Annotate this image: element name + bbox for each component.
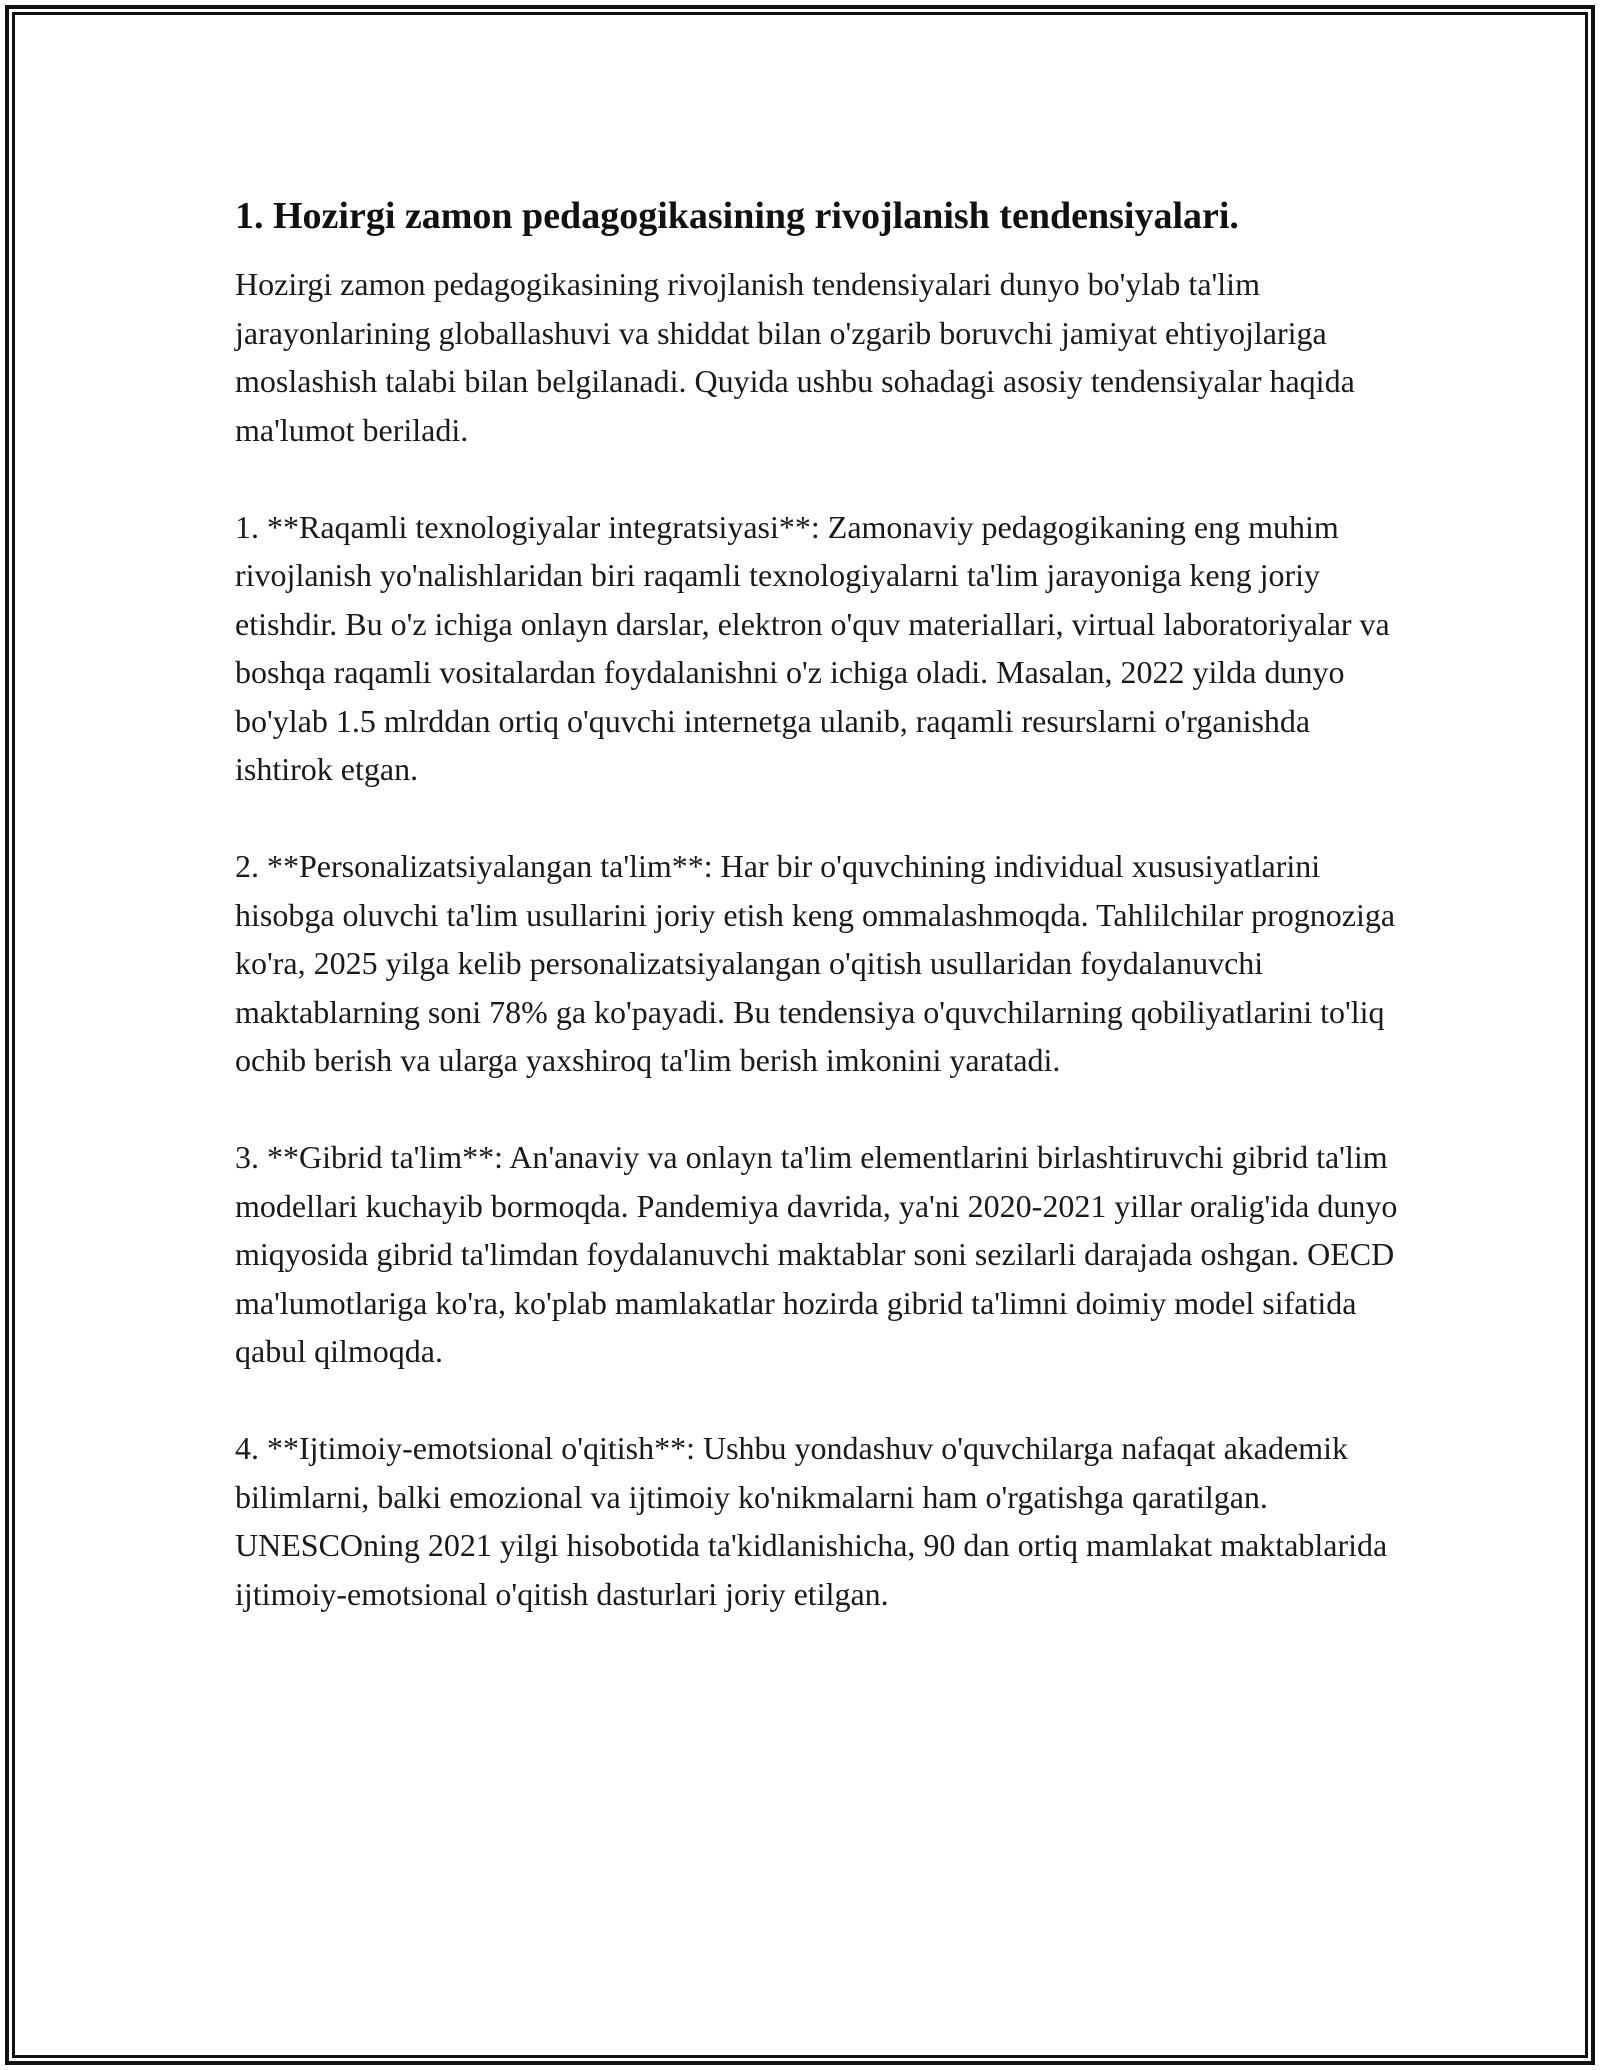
- paragraph-digital-integration: 1. **Raqamli texnologiyalar integratsiyasi**: Zamonaviy pedagogikaning eng muhim rivojlanish yo'nalishlaridan biri raqamli texnologiyalarni ta'lim jarayoniga keng joriy etishdir. Bu o'z ichiga onlayn darslar, elektron o'quv materiallari, virtual laboratoriyalar va boshqa raqamli vositalardan foydalanishni o'z ichiga oladi. Masalan, 2022 yilda dunyo bo'ylab 1.5 mlrddan ortiq o'quvchi internetga ulanib, raqamli resurslarni o'rganishda ishtirok etgan.: [235, 508, 1390, 787]
- paragraph-personalized-learning: 2. **Personalizatsiyalangan ta'lim**: Har bir o'quvchining individual xususiyatlarini hisobga oluvchi ta'lim usullarini joriy etish keng ommalashmoqda. Tahlilchilar prognoziga ko'ra, 2025 yilga kelib personalizatsiyalangan o'qitish usullaridan foydalanuvchi maktablarning soni 78% ga ko'payadi. Bu tendensiya o'quvchilarning qobiliyatlarini to'liq ochib berish va ularga yaxshiroq ta'lim berish imkonini yaratadi.: [235, 848, 1396, 1078]
- page-title: 1. Hozirgi zamon pedagogikasining rivojlanish tendensiyalari.: [235, 195, 1239, 237]
- document-body: [235, 190, 1415, 1667]
- paragraph-intro: Hozirgi zamon pedagogikasining rivojlanish tendensiyalari dunyo bo'ylab ta'lim jarayonlarining globallashuvi va shiddat bilan o'zgarib boruvchi jamiyat ehtiyojlariga moslashish talabi bilan belgilanadi. Quyida ushbu sohadagi asosiy tendensiyalar haqida ma'lumot beriladi.: [235, 266, 1355, 448]
- paragraph-social-emotional: 4. **Ijtimoiy-emotsional o'qitish**: Ushbu yondashuv o'quvchilarga nafaqat akademik bilimlarni, balki emozional va ijtimoiy ko'nikmalarni ham o'rgatishga qaratilgan. UNESCOning 2021 yilgi hisobotida ta'kidlanishicha, 90 dan ortiq mamlakat maktablarida ijtimoiy-emotsional o'qitish dasturlari joriy etilgan.: [235, 1430, 1388, 1612]
- paragraph-hybrid-learning: 3. **Gibrid ta'lim**: An'anaviy va onlayn ta'lim elementlarini birlashtiruvchi gibrid ta'lim modellari kuchayib bormoqda. Pandemiya davrida, ya'ni 2020-2021 yillar oralig'ida dunyo miqyosida gibrid ta'limdan foydalanuvchi maktablar soni sezilarli darajada oshgan. OECD ma'lumotlariga ko'ra, ko'plab mamlakatlar hozirda gibrid ta'limni doimiy model sifatida qabul qilmoqda.: [235, 1139, 1398, 1369]
